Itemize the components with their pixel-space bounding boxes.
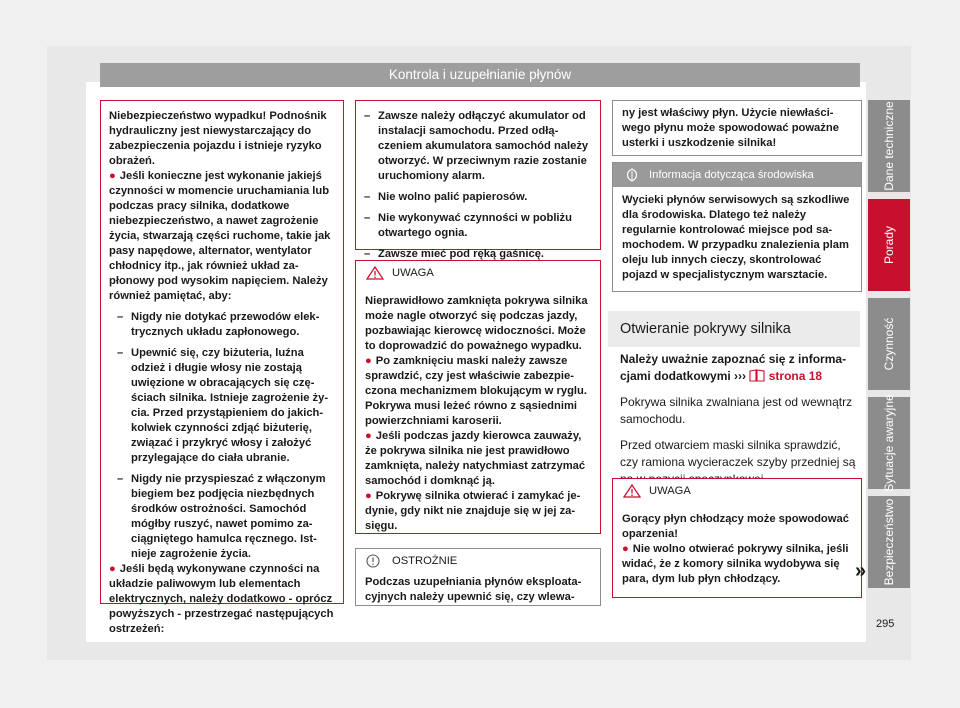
paragraph: Pokrywa silnika zwalniana jest od wewnątrz samochodu. — [620, 395, 853, 426]
reference-link[interactable]: strona 18 — [768, 369, 823, 383]
book-icon — [749, 369, 765, 382]
environment-box — [612, 162, 862, 292]
list-item: – Upewnić się, czy biżuteria, luźna odzież i długie włosy nie zostają uwięzione w obracających się częściach silnika. Istnieje zagrożenie życia. Przed przystąpieniem do jakichkolwiek czynności zdjąć biżuterię, związać i przykryć włosy i założyć przylegające do ciała ubranie. — [109, 346, 337, 466]
caution-body — [356, 573, 600, 614]
continue-chevron: » — [855, 560, 867, 582]
caution-title: OSTROŻNIE — [392, 555, 458, 567]
environment-header — [613, 163, 861, 187]
warning-bullet: ● Jeśli będą wykonywane czynności na układzie paliwowym lub elementach elektrycznych, należy dodatkowo - oprócz powyższych - przestrzegać następujących ostrzeżeń: — [109, 563, 334, 635]
warning-box — [355, 260, 601, 534]
warning-triangle-icon — [623, 484, 641, 498]
warning-bullet: ● Jeśli podczas jazdy kierowca zauważy, że pokrywa silnika nie jest prawidłowo zamknięta, należy natychmiast zatrzymać samochód i domknąć ją. — [365, 430, 586, 487]
section-body — [620, 351, 860, 488]
warning-text: Nieprawidłowo zamknięta pokrywa silnika może nagle otworzyć się podczas jazdy, pozbawiając kierowcę widoczności. Może to doprowadzić do poważnego wypadku. — [365, 295, 588, 352]
list-item: – Zawsze należy odłączyć akumulator od instalacji samochodu. Przed odłączeniem akumulatora samochód należy otworzyć. W przeciwnym razie zostanie uruchomiony alarm. — [356, 109, 591, 184]
caution-text: Podczas uzupełniania płynów eksploatacyjnych należy upewnić się, czy wlewa- — [365, 576, 582, 603]
environment-body — [613, 187, 861, 292]
paragraph: Przed otwarciem maski silnika sprawdzić, czy ramiona wycieraczek szyby przedniej są — [620, 438, 856, 469]
tab-sytuacje-awaryjne[interactable]: Sytuacje awaryjne — [868, 397, 910, 489]
warning-box-continued — [355, 100, 601, 260]
warning-box — [612, 478, 862, 598]
bullet-icon: ● — [622, 543, 629, 555]
caution-body — [613, 101, 861, 160]
bullet-icon: ● — [365, 355, 372, 367]
warning-body — [356, 285, 600, 543]
bullet-icon: ● — [109, 563, 116, 575]
dash-list — [356, 101, 600, 262]
caution-text: ny jest właściwy płyn. Użycie niewłaściwego płynu może spowodować poważne usterki i uszkodzenie silnika! — [622, 107, 839, 149]
warning-bullet: ● Po zamknięciu maski należy zawsze sprawdzić, czy jest właściwie zabezpieczona mechanizmem blokującym w ryglu. Pokrywa musi leżeć równo z sąsiednimi powierzchniami karoserii. — [365, 355, 587, 427]
bullet-icon: ● — [109, 170, 116, 182]
list-item: – Nigdy nie przyspieszać z włączonym biegiem bez podjęcia niezbędnych środków ostrożności. Samochód mógłby ruszyć, nawet pomimo zaciągniętego hamulca ręcznego. Istnieje zagrożenie życia. — [109, 472, 337, 562]
leaf-icon — [623, 168, 641, 182]
warning-header — [613, 479, 861, 503]
tab-bezpieczenstwo[interactable]: Bezpieczeństwo — [868, 496, 910, 588]
warning-title: UWAGA — [392, 267, 434, 279]
tab-porady[interactable]: Porady — [868, 199, 910, 291]
section-title: Otwieranie pokrywy silnika — [608, 311, 860, 347]
warning-header — [356, 261, 600, 285]
environment-text: Wycieki płynów serwisowych są szkodliwe dla środowiska. Dlatego też należy regularnie kontrolować miejsce pod samochodem. W przypadku znalezienia plam oleju lub innych cieczy, skontrolować pojazd w specjalistycznym warsztacie. — [622, 194, 850, 281]
page-number: 295 — [876, 618, 895, 630]
caution-icon — [366, 554, 384, 568]
page-header: Kontrola i uzupełnianie płynów — [100, 63, 860, 87]
caution-header — [356, 549, 600, 573]
reference-arrows: ››› — [734, 369, 747, 383]
warning-body — [613, 503, 861, 596]
warning-bullet: ● Jeśli konieczne jest wykonanie jakiejś czynności w momencie uruchamiania lub podczas pracy silnika, dodatkowe niebezpieczeństwo, a nawet zagrożenie życia, stwarzają części ruchome, takie jak pasy napędowe, alternator, wentylator chłodnicy itp., jak również układ zapłonowy pod wysokim napięciem. Należy również pamiętać, aby: — [109, 170, 331, 302]
bullet-icon: ● — [365, 490, 372, 502]
reference-line: Należy uważnie zapoznać się z informacjami dodatkowymi ››› strona 18 — [620, 352, 847, 383]
warning-intro: Niebezpieczeństwo wypadku! Podnośnik hydrauliczny jest niewystarczający do zabezpieczenia pojazdu i istnieje ryzyko obrażeń. — [109, 110, 327, 167]
warning-bullet: ● Nie wolno otwierać pokrywy silnika, jeśli widać, że z komory silnika wydobywa się para, dym lub płyn chłodzący. — [622, 543, 849, 585]
warning-bullet: ● Pokrywę silnika otwierać i zamykać jedynie, gdy nikt nie znajduje się w jej zasięgu. — [365, 490, 581, 532]
caution-box — [355, 548, 601, 606]
warning-text: Gorący płyn chłodzący może spowodować oparzenia! — [622, 513, 849, 540]
list-item: – Zawsze mieć pod ręką gaśnicę. — [356, 247, 591, 262]
warning-title: UWAGA — [649, 485, 691, 497]
list-item: – Nigdy nie dotykać przewodów elektrycznych układu zapłonowego. — [109, 310, 337, 340]
column-2 — [355, 100, 601, 620]
dash-list — [109, 310, 337, 562]
tab-czynnosc[interactable]: Czynność — [868, 298, 910, 390]
warning-triangle-icon — [366, 266, 384, 280]
caution-box-continued — [612, 100, 862, 156]
environment-title: Informacja dotycząca środowiska — [649, 169, 814, 181]
bullet-icon: ● — [365, 430, 372, 442]
list-item: – Nie wolno palić papierosów. — [356, 190, 591, 205]
list-item: – Nie wykonywać czynności w pobliżu otwartego ognia. — [356, 211, 591, 241]
tab-dane-techniczne[interactable]: Dane techniczne — [868, 100, 910, 192]
